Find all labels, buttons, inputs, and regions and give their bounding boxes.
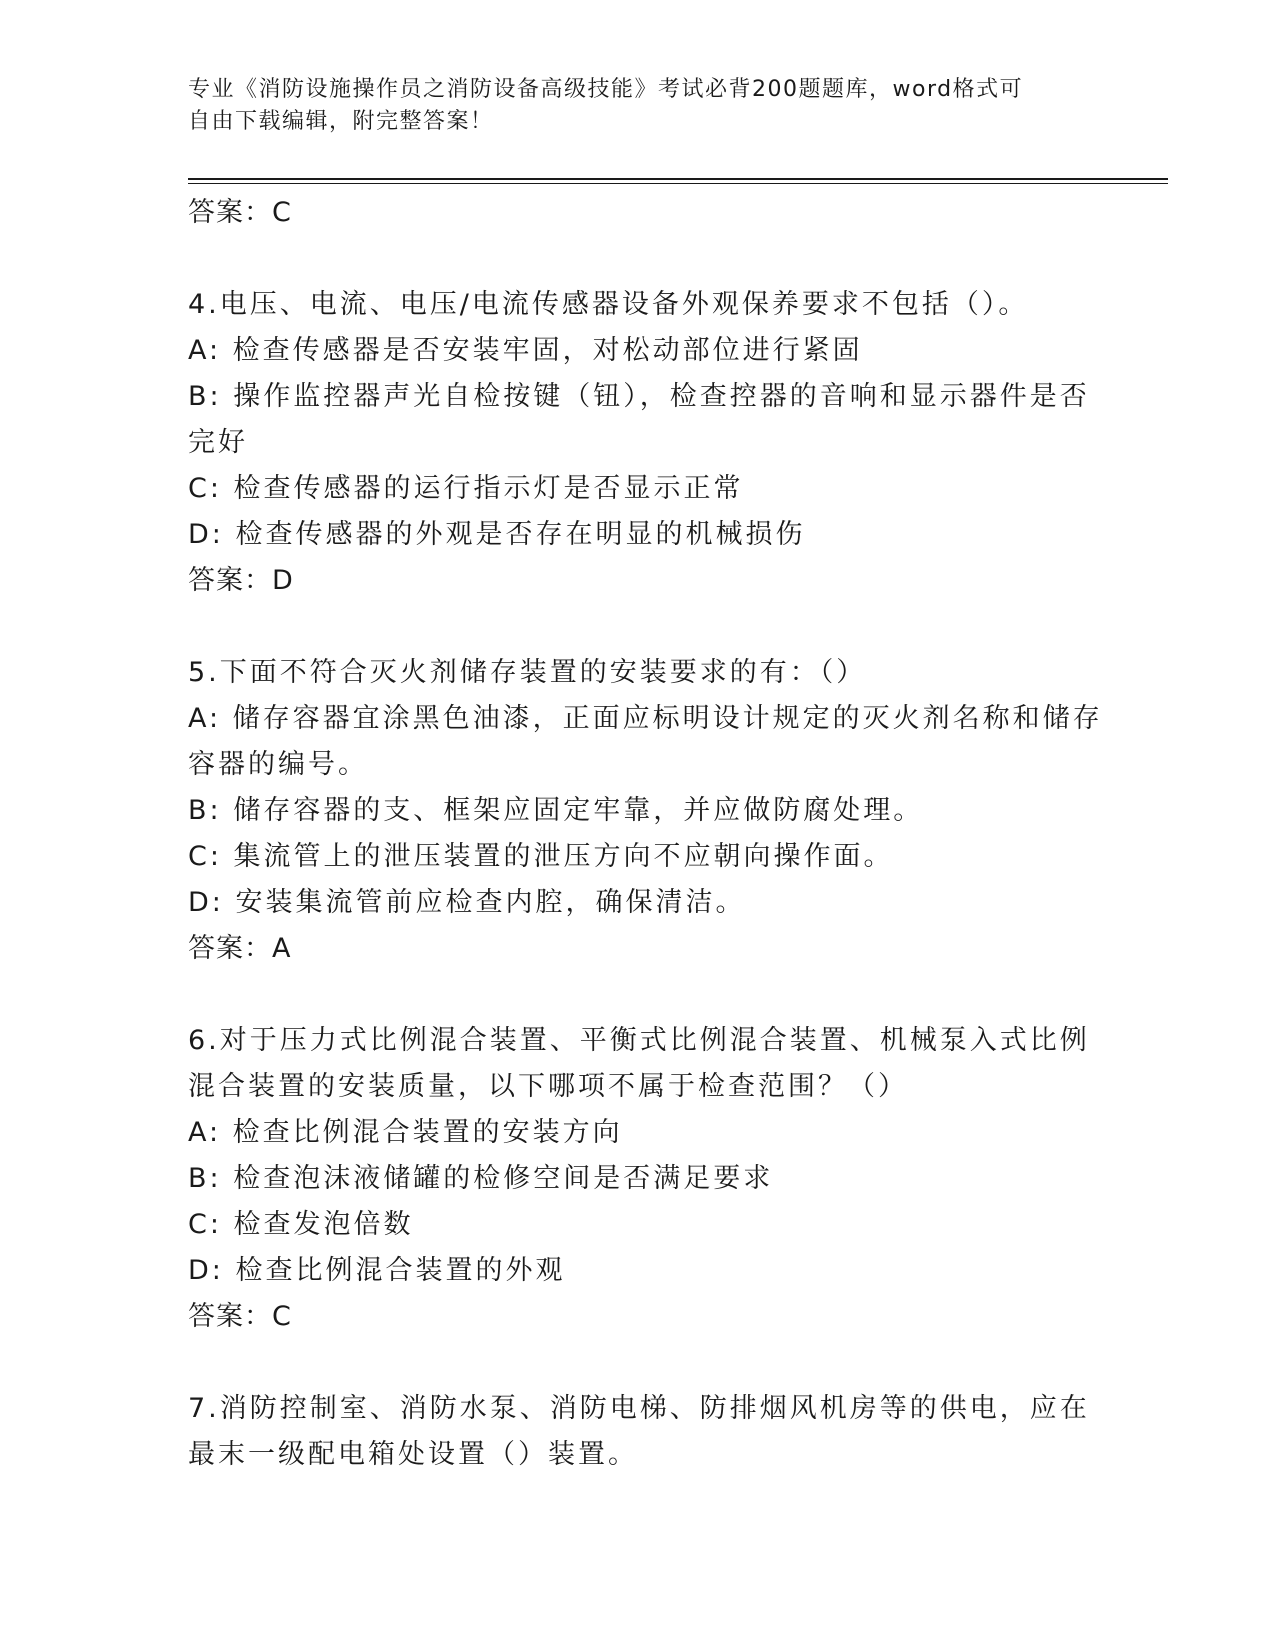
header-line-1: 专业《消防设施操作员之消防设备高级技能》考试必背200题题库，word格式可: [188, 77, 1024, 102]
option-b: B: 操作监控器声光自检按键（钮），检查控器的音响和显示器件是否: [188, 381, 1090, 412]
option-d: D: 安装集流管前应检查内腔，确保清洁。: [188, 887, 746, 918]
question-stem-continued: 最末一级配电箱处设置（）装置。: [188, 1439, 638, 1470]
spacer: [188, 604, 1088, 650]
question-block: [188, 650, 1103, 972]
option-a-continued: 容器的编号。: [188, 749, 368, 780]
option-c: C: 检查发泡倍数: [188, 1209, 414, 1240]
option-b: B: 检查泡沫液储罐的检修空间是否满足要求: [188, 1163, 774, 1194]
option-d: D: 检查比例混合装置的外观: [188, 1255, 566, 1286]
header-line-2: 自由下载编辑，附完整答案！: [188, 109, 494, 134]
answer-label: 答案：C: [188, 1301, 292, 1332]
spacer: [188, 972, 1088, 1018]
question-stem: 7.消防控制室、消防水泵、消防电梯、防排烟风机房等的供电，应在: [188, 1393, 1090, 1424]
option-b-continued: 完好: [188, 427, 248, 458]
question-block: [188, 282, 1088, 604]
answer-label: 答案：A: [188, 933, 292, 964]
previous-answer: 答案：C: [188, 197, 292, 228]
question-list: [188, 190, 1103, 1478]
question-block: [188, 1386, 1088, 1478]
answer-label: 答案：D: [188, 565, 294, 596]
option-b: B: 储存容器的支、框架应固定牢靠，并应做防腐处理。: [188, 795, 924, 826]
header-divider-thin: [188, 183, 1168, 184]
question-block: [188, 1018, 1088, 1340]
spacer: [188, 236, 1088, 282]
question-stem: 6.对于压力式比例混合装置、平衡式比例混合装置、机械泵入式比例: [188, 1025, 1090, 1056]
option-a: A: 储存容器宜涂黑色油漆，正面应标明设计规定的灭火剂名称和储存: [188, 703, 1103, 734]
question-stem: 4.电压、电流、电压/电流传感器设备外观保养要求不包括（）。: [188, 289, 1029, 320]
spacer: [188, 1340, 1088, 1386]
option-c: C: 检查传感器的运行指示灯是否显示正常: [188, 473, 744, 504]
document-header: [188, 74, 1068, 138]
option-a: A: 检查传感器是否安装牢固，对松动部位进行紧固: [188, 335, 863, 366]
header-divider-thick: [188, 178, 1168, 180]
question-stem-continued: 混合装置的安装质量，以下哪项不属于检查范围？（）: [188, 1071, 908, 1102]
option-c: C: 集流管上的泄压装置的泄压方向不应朝向操作面。: [188, 841, 894, 872]
question-stem: 5.下面不符合灭火剂储存装置的安装要求的有：（）: [188, 657, 867, 688]
option-d: D: 检查传感器的外观是否存在明显的机械损伤: [188, 519, 806, 550]
option-a: A: 检查比例混合装置的安装方向: [188, 1117, 623, 1148]
